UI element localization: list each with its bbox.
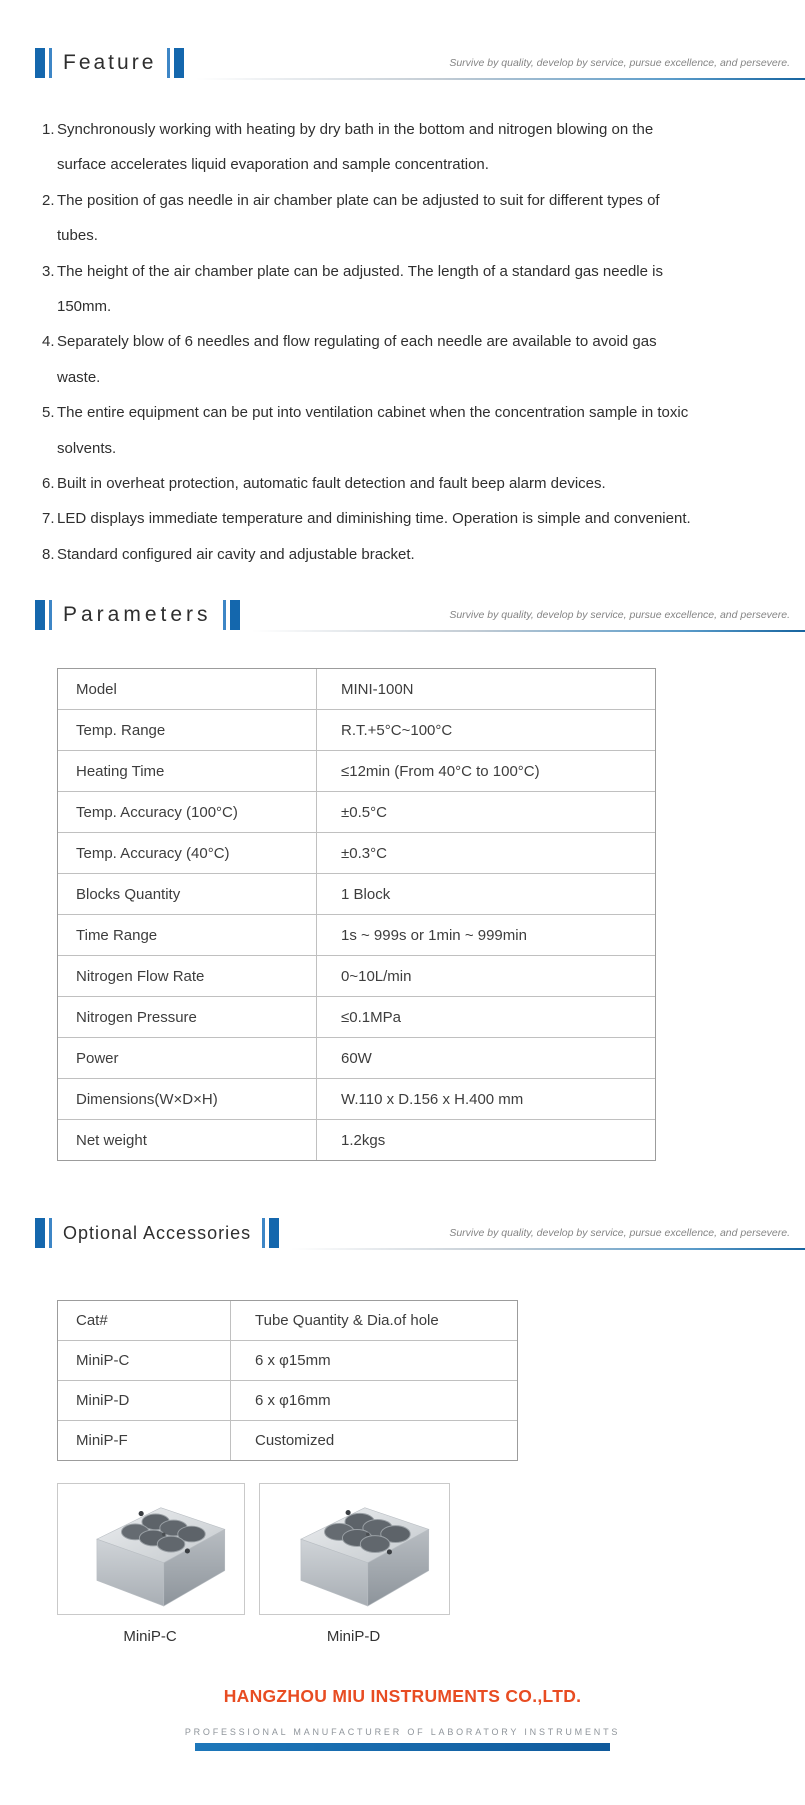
parameter-value: ±0.5°C: [341, 803, 387, 821]
feature-item-text: Built in overheat protection, automatic fault detection and fault beep alarm devices.: [57, 475, 606, 493]
minip-c-caption: MiniP-C: [123, 1628, 177, 1645]
feature-item-number: 7.: [42, 510, 55, 528]
feature-item-number: 4.: [42, 333, 55, 351]
feature-list-item: [42, 183, 697, 254]
gradient-rule: [291, 1248, 805, 1250]
accent-bar-icon: [223, 600, 226, 630]
accent-bar-icon: [174, 48, 184, 78]
parameters-section-title: Parameters: [63, 603, 212, 626]
accessory-catalog-number: MiniP-D: [58, 1381, 231, 1420]
minip-d-photo: [259, 1483, 450, 1615]
feature-item-number: 5.: [42, 404, 55, 422]
accessory-description: Tube Quantity & Dia.of hole: [255, 1312, 439, 1329]
feature-item-number: 6.: [42, 475, 55, 493]
parameters-table-row: [58, 915, 655, 956]
feature-list-item: [42, 254, 697, 325]
accent-bar-icon: [35, 48, 45, 78]
parameters-table-row: [58, 710, 655, 751]
footer-subtitle: PROFESSIONAL MANUFACTURER OF LABORATORY INSTRUMENTS: [184, 1727, 621, 1737]
parameter-value: 0~10L/min: [341, 967, 412, 985]
feature-list-item: [42, 501, 697, 536]
accent-bar-icon: [262, 1218, 265, 1248]
accessories-table-row: [58, 1301, 517, 1341]
accent-bar-icon: [269, 1218, 279, 1248]
accessories-table-row: [58, 1381, 517, 1421]
parameter-value: MINI-100N: [341, 680, 414, 698]
parameter-value: 60W: [341, 1049, 372, 1067]
feature-item-number: 3.: [42, 262, 55, 280]
accessory-catalog-number: MiniP-F: [58, 1421, 231, 1460]
accessories-section-title: Optional Accessories: [63, 1222, 252, 1243]
feature-section-title: Feature: [63, 51, 157, 74]
company-tagline: Survive by quality, develop by service, pursue excellence, and persevere.: [449, 1227, 790, 1239]
footer-accent-bar: [195, 1743, 610, 1751]
feature-item-text: Standard configured air cavity and adjustable bracket.: [57, 545, 415, 563]
parameter-value: 1s ~ 999s or 1min ~ 999min: [341, 926, 527, 944]
parameter-value: ≤12min (From 40°C to 100°C): [341, 762, 540, 780]
accent-bar-icon: [230, 600, 240, 630]
feature-item-number: 2.: [42, 191, 55, 209]
parameter-value: R.T.+5°C~100°C: [341, 721, 453, 739]
parameter-label: Temp. Range: [58, 710, 317, 750]
accent-bar-icon: [49, 48, 52, 78]
minip-d-caption: MiniP-D: [326, 1628, 381, 1645]
parameters-table-row: [58, 874, 655, 915]
parameter-label: Nitrogen Pressure: [58, 997, 317, 1037]
parameter-label: Power: [58, 1038, 317, 1078]
feature-item-text: Synchronously working with heating by dry bath in the bottom and nitrogen blowing on the surface accelerates liquid evaporation and sample concentration.: [57, 121, 654, 174]
parameter-value: W.110 x D.156 x H.400 mm: [341, 1090, 524, 1108]
heating-block-image: [270, 1490, 440, 1608]
accessories-table: [57, 1300, 518, 1461]
parameter-value: 1 Block: [341, 885, 391, 903]
parameter-label: Heating Time: [58, 751, 317, 791]
parameters-table-row: [58, 956, 655, 997]
accent-bar-icon: [35, 600, 45, 630]
feature-item-text: The position of gas needle in air chamber plate can be adjusted to suit for different types of tubes.: [57, 191, 660, 245]
feature-list-item: [42, 395, 697, 466]
accessory-description: 6 x φ16mm: [255, 1392, 331, 1409]
gradient-rule: [252, 630, 805, 632]
section-header-accessories: [35, 1216, 805, 1250]
accessory-description: 6 x φ15mm: [255, 1352, 331, 1369]
parameters-table-row: [58, 1079, 655, 1120]
parameter-label: Blocks Quantity: [58, 874, 317, 914]
parameter-label: Time Range: [58, 915, 317, 955]
header-right: [252, 598, 805, 632]
gradient-rule: [196, 78, 805, 80]
accessory-description: Customized: [255, 1432, 335, 1449]
feature-list-item: [42, 112, 697, 183]
parameter-value: ≤0.1MPa: [341, 1008, 401, 1026]
feature-list: [42, 112, 697, 572]
accessory-catalog-number: MiniP-C: [58, 1341, 231, 1380]
parameters-table-row: [58, 833, 655, 874]
feature-item-text: The entire equipment can be put into ventilation cabinet when the concentration sample in toxic solvents.: [57, 404, 689, 457]
feature-item-text: Separately blow of 6 needles and flow regulating of each needle are available to avoid gas waste.: [57, 333, 657, 386]
parameters-table-row: [58, 669, 655, 710]
minip-c-photo: [57, 1483, 245, 1615]
accent-bar-icon: [35, 1218, 45, 1248]
accessory-catalog-number: Cat#: [58, 1301, 231, 1340]
section-header-parameters: [35, 598, 805, 632]
accessories-table-row: [58, 1341, 517, 1381]
parameters-table-row: [58, 792, 655, 833]
parameter-label: Dimensions(W×D×H): [58, 1079, 317, 1119]
accent-bar-icon: [49, 600, 52, 630]
company-tagline: Survive by quality, develop by service, pursue excellence, and persevere.: [449, 57, 790, 69]
accessories-table-row: [58, 1421, 517, 1460]
parameters-table-row: [58, 1038, 655, 1079]
header-right: [196, 46, 805, 80]
feature-item-text: The height of the air chamber plate can be adjusted. The length of a standard gas needle is 150mm.: [57, 262, 663, 316]
feature-item-number: 1.: [42, 121, 55, 138]
parameters-table-row: [58, 751, 655, 792]
feature-list-item: [42, 324, 697, 395]
parameters-table: [57, 668, 656, 1161]
feature-list-item: [42, 537, 697, 572]
heating-block-image: [66, 1490, 236, 1608]
parameter-value: ±0.3°C: [341, 844, 387, 862]
accent-bar-icon: [167, 48, 170, 78]
accent-bar-icon: [49, 1218, 52, 1248]
parameters-table-row: [58, 997, 655, 1038]
parameter-label: Temp. Accuracy (40°C): [58, 833, 317, 873]
parameter-value: 1.2kgs: [341, 1131, 386, 1149]
section-header-feature: [35, 46, 805, 80]
header-right: [291, 1216, 805, 1250]
parameters-table-row: [58, 1120, 655, 1160]
feature-item-number: 8.: [42, 545, 55, 563]
parameter-label: Net weight: [58, 1120, 317, 1160]
footer-company-name: HANGZHOU MIU INSTRUMENTS CO.,LTD.: [223, 1686, 582, 1706]
parameter-label: Model: [58, 669, 317, 709]
parameter-label: Nitrogen Flow Rate: [58, 956, 317, 996]
feature-list-item: [42, 466, 697, 501]
parameter-label: Temp. Accuracy (100°C): [58, 792, 317, 832]
company-tagline: Survive by quality, develop by service, pursue excellence, and persevere.: [449, 609, 790, 621]
feature-item-text: LED displays immediate temperature and diminishing time. Operation is simple and convenient.: [57, 510, 691, 528]
